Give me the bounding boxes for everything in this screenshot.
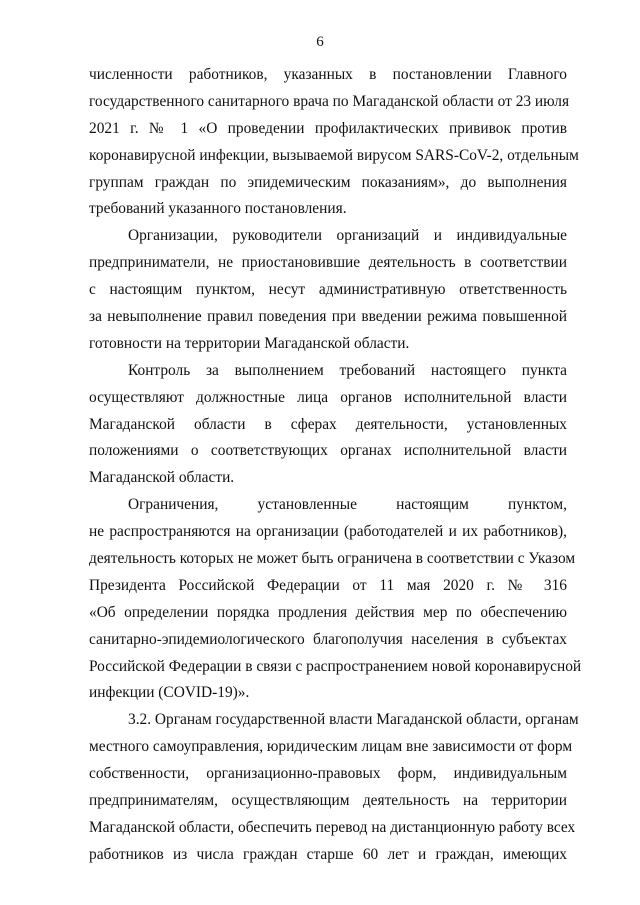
text-line: местного самоуправления, юридическим лицам вне зависимости от форм xyxy=(89,738,573,756)
paragraph xyxy=(89,707,579,868)
text-line: положениями о соответствующих органах исполнительной власти xyxy=(89,442,567,460)
text-line: предпринимателям, осуществляющим деятельность на территории xyxy=(89,792,567,810)
text-line: инфекции (COVID-19)». xyxy=(89,684,250,702)
text-line: численности работников, указанных в постановлении Главного xyxy=(89,66,567,83)
text-line: Российской Федерации в связи с распространением новой коронавирусной xyxy=(89,657,582,675)
text-line: осуществляют должностные лица органов исполнительной власти xyxy=(89,388,567,406)
document-body xyxy=(89,62,582,869)
text-line: 2021 г. № 1 «О проведении профилактических прививок против xyxy=(89,119,567,137)
text-line: предприниматели, не приостановившие деятельность в соответствии xyxy=(89,254,567,272)
text-line: с настоящим пунктом, несут административную ответственность xyxy=(89,281,567,299)
text-line: коронавирусной инфекции, вызываемой вирусом SARS-CoV-2, отдельным xyxy=(89,146,579,164)
text-line: Магаданской области в сферах деятельности, установленных xyxy=(89,415,567,433)
text-line: собственности, организационно-правовых форм, индивидуальным xyxy=(89,765,567,783)
text-line: за невыполнение правил поведения при введении режима повышенной xyxy=(89,308,567,326)
paragraph xyxy=(89,492,582,707)
paragraph xyxy=(89,223,567,357)
text-line: «Об определении порядка продления действия мер по обеспечению xyxy=(89,603,567,621)
text-line: Контроль за выполнением требований настоящего пункта xyxy=(128,361,567,379)
text-line: работников из числа граждан старше 60 лет и граждан, имеющих xyxy=(89,845,567,863)
text-line: требований указанного постановления. xyxy=(89,200,347,218)
text-line: 3.2. Органам государственной власти Магаданской области, органам xyxy=(128,711,579,729)
paragraph xyxy=(89,62,579,223)
text-line: санитарно-эпидемиологического благополучия населения в субъектах xyxy=(89,630,567,648)
text-line: Организации, руководители организаций и индивидуальные xyxy=(128,227,567,245)
text-line: Магаданской области, обеспечить перевод на дистанционную работу всех xyxy=(89,818,576,836)
text-line: готовности на территории Магаданской области. xyxy=(89,334,410,352)
page-number: 6 xyxy=(316,34,324,50)
text-line: группам граждан по эпидемическим показаниям», до выполнения xyxy=(89,173,567,191)
text-line: государственного санитарного врача по Магаданской области от 23 июля xyxy=(89,92,570,110)
text-line: не распространяются на организации (работодателей и их работников), xyxy=(89,523,567,541)
text-line: Магаданской области. xyxy=(89,469,235,487)
paragraph xyxy=(89,358,567,492)
text-line: Президента Российской Федерации от 11 мая 2020 г. № 316 xyxy=(89,576,567,594)
text-line: деятельность которых не может быть ограничена в соответствии с Указом xyxy=(89,550,576,568)
text-line: Ограничения, установленные настоящим пунктом, xyxy=(128,496,567,514)
